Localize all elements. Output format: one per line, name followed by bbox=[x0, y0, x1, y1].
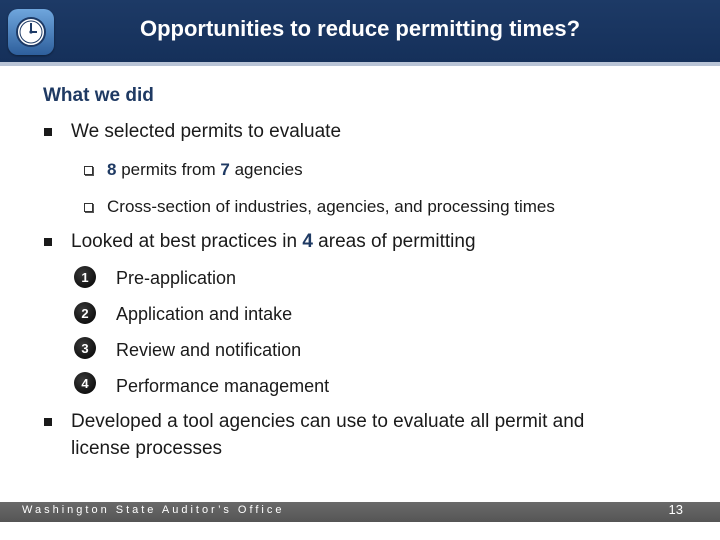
page-number: 13 bbox=[668, 502, 683, 517]
area-label: Pre-application bbox=[116, 268, 237, 288]
number-badge-3: 3 bbox=[74, 337, 96, 359]
bullet-square-icon bbox=[44, 418, 52, 426]
area-label: Performance management bbox=[116, 376, 330, 396]
slide-title: Opportunities to reduce permitting times? bbox=[139, 16, 581, 41]
bullet-square-icon bbox=[44, 238, 52, 246]
number-badge-2: 2 bbox=[74, 302, 96, 324]
area-count: 4 bbox=[302, 231, 313, 252]
bullet-best-practices bbox=[71, 229, 476, 255]
sub-bullet-text: agencies bbox=[229, 160, 303, 179]
title-bar bbox=[0, 0, 720, 62]
permit-count: 8 bbox=[107, 160, 117, 179]
bullet-permits: We selected permits to evaluate bbox=[71, 121, 342, 142]
footer-org: Washington State Auditor’s Office bbox=[22, 504, 285, 516]
section-heading: What we did bbox=[43, 85, 154, 106]
checkbox-bullet-icon bbox=[84, 203, 93, 212]
footer-bar bbox=[0, 502, 720, 522]
area-label: Review and notification bbox=[116, 340, 302, 360]
bullet-text: Looked at best practices in bbox=[71, 231, 303, 252]
agency-count: 7 bbox=[220, 160, 230, 179]
sub-bullet-permit-count bbox=[107, 159, 303, 181]
clock-icon bbox=[8, 9, 54, 55]
number-badge-1: 1 bbox=[74, 266, 96, 288]
area-label: Application and intake bbox=[116, 304, 293, 324]
bullet-tool-line2: license processes bbox=[71, 438, 223, 459]
sub-bullet-text: permits from bbox=[116, 160, 221, 179]
sub-bullet-cross-section: Cross-section of industries, agencies, and processing times bbox=[107, 197, 555, 216]
bullet-square-icon bbox=[44, 128, 52, 136]
header-divider bbox=[0, 62, 720, 66]
number-badge-4: 4 bbox=[74, 372, 96, 394]
checkbox-bullet-icon bbox=[84, 166, 93, 175]
bullet-tool-line1: Developed a tool agencies can use to evaluate all permit and bbox=[71, 411, 585, 432]
bullet-text: areas of permitting bbox=[312, 231, 476, 252]
